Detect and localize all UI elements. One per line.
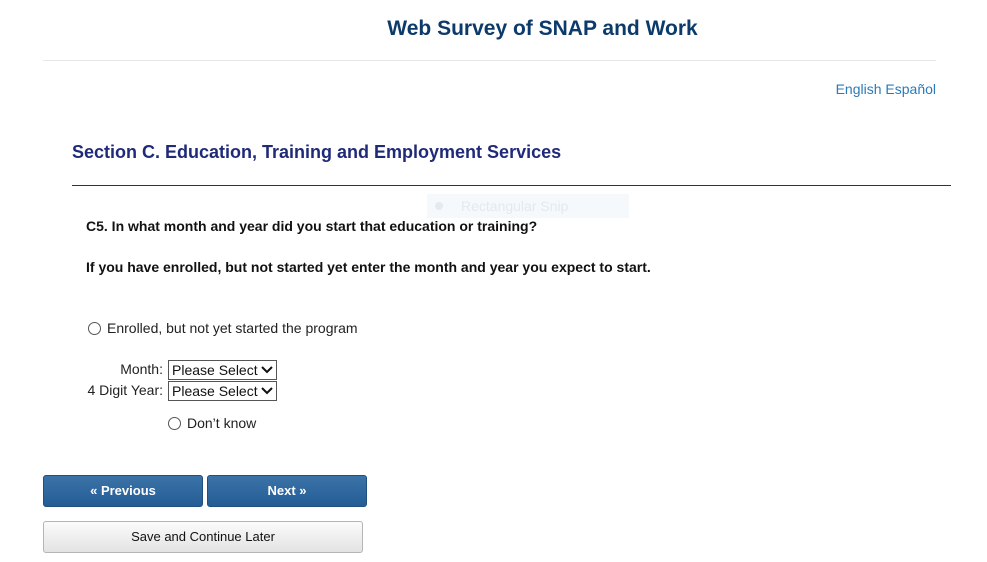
save-continue-later-button[interactable]: Save and Continue Later xyxy=(43,521,363,553)
section-divider xyxy=(72,185,951,186)
dont-know-label: Don’t know xyxy=(187,415,257,431)
month-select[interactable] xyxy=(168,360,277,380)
question-instruction: If you have enrolled, but not started yet enter the month and year you expect to start. xyxy=(86,259,651,275)
dont-know-radio[interactable] xyxy=(168,417,181,430)
year-row xyxy=(85,381,277,401)
page-header xyxy=(43,0,936,61)
site-title: Web Survey of SNAP and Work xyxy=(387,17,698,40)
next-button[interactable]: Next » xyxy=(207,475,367,507)
dont-know-option[interactable] xyxy=(168,415,256,431)
language-spanish-link[interactable]: Español xyxy=(885,81,936,97)
month-label: Month: xyxy=(120,360,163,377)
chevron-down-icon xyxy=(261,387,273,395)
section-title: Section C. Education, Training and Employment Services xyxy=(72,142,562,162)
language-english-link[interactable]: English xyxy=(835,81,882,97)
chevron-down-icon xyxy=(261,366,273,374)
previous-button[interactable]: « Previous xyxy=(43,475,203,507)
snip-tool-overlay xyxy=(427,194,629,218)
snip-label: Rectangular Snip xyxy=(461,198,569,214)
enrolled-radio[interactable] xyxy=(88,322,101,335)
year-label: 4 Digit Year: xyxy=(87,381,163,398)
enrolled-option[interactable] xyxy=(88,320,358,336)
month-row xyxy=(85,360,277,380)
snip-radio-icon xyxy=(435,202,443,210)
enrolled-label: Enrolled, but not yet started the program xyxy=(107,320,358,336)
year-select-value: Please Select xyxy=(172,383,258,399)
question-text: C5. In what month and year did you start that education or training? xyxy=(86,218,538,234)
year-select[interactable] xyxy=(168,381,277,401)
month-select-value: Please Select xyxy=(172,362,258,378)
language-switcher xyxy=(836,81,936,97)
